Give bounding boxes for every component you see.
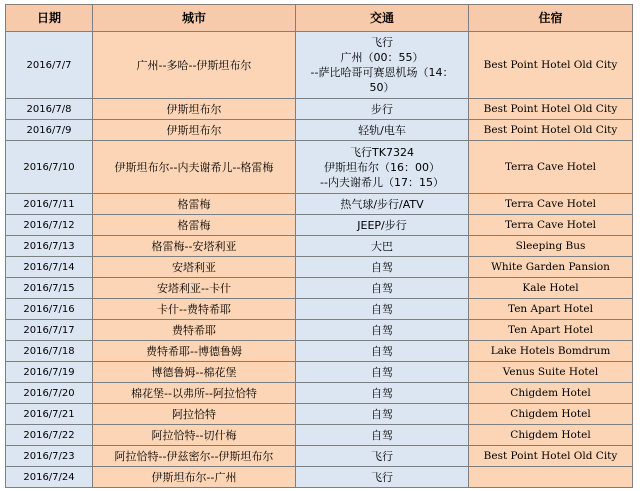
hotel-cell: Best Point Hotel Old City (469, 446, 633, 467)
transport-cell (296, 425, 469, 446)
city-cell: 广州--多哈--伊斯坦布尔 (93, 32, 296, 99)
city-cell: 安塔利亚 (93, 257, 296, 278)
hotel-cell: Lake Hotels Bomdrum (469, 341, 633, 362)
table-row (6, 299, 633, 320)
date-cell: 2016/7/21 (6, 404, 93, 425)
transport-line: 自驾 (371, 428, 393, 442)
transport-line: 自驾 (371, 344, 393, 358)
transport-cell (296, 215, 469, 236)
city-cell: 阿拉恰特--切什梅 (93, 425, 296, 446)
table-row (6, 425, 633, 446)
itinerary-table (5, 4, 633, 488)
city-cell: 伊斯坦布尔 (93, 99, 296, 120)
header-transport: 交通 (296, 5, 469, 32)
transport-line: 大巴 (371, 239, 393, 253)
date-cell: 2016/7/12 (6, 215, 93, 236)
hotel-cell: Ten Apart Hotel (469, 320, 633, 341)
table-row (6, 341, 633, 362)
city-cell: 伊斯坦布尔--内夫谢希儿--格雷梅 (93, 141, 296, 194)
transport-cell (296, 446, 469, 467)
table-row (6, 362, 633, 383)
transport-cell (296, 236, 469, 257)
transport-cell (296, 99, 469, 120)
date-cell: 2016/7/10 (6, 141, 93, 194)
itinerary-body (6, 32, 633, 488)
transport-cell (296, 341, 469, 362)
hotel-cell: Ten Apart Hotel (469, 299, 633, 320)
hotel-cell: Best Point Hotel Old City (469, 32, 633, 99)
transport-cell (296, 467, 469, 488)
table-row (6, 99, 633, 120)
transport-line: 自驾 (371, 281, 393, 295)
date-cell: 2016/7/11 (6, 194, 93, 215)
transport-cell (296, 194, 469, 215)
transport-line: 伊斯坦布尔（16：00） (324, 160, 440, 174)
table-row (6, 120, 633, 141)
transport-cell (296, 141, 469, 194)
table-row (6, 320, 633, 341)
transport-line: 广州（00：55） (340, 51, 424, 64)
date-cell: 2016/7/16 (6, 299, 93, 320)
city-cell: 伊斯坦布尔--广州 (93, 467, 296, 488)
transport-cell (296, 404, 469, 425)
hotel-cell: White Garden Pansion (469, 257, 633, 278)
transport-line: 自驾 (371, 407, 393, 421)
table-row (6, 215, 633, 236)
header-date: 日期 (6, 5, 93, 32)
transport-line: 飞行 (371, 470, 393, 484)
transport-line: --内夫谢希儿（17：15） (320, 175, 444, 189)
transport-cell (296, 320, 469, 341)
date-cell: 2016/7/17 (6, 320, 93, 341)
table-row (6, 194, 633, 215)
date-cell: 2016/7/24 (6, 467, 93, 488)
city-cell: 伊斯坦布尔 (93, 120, 296, 141)
transport-line: 步行 (371, 102, 393, 116)
transport-line: 自驾 (371, 365, 393, 379)
table-row (6, 32, 633, 99)
hotel-cell: Best Point Hotel Old City (469, 99, 633, 120)
city-cell: 费特希耶 (93, 320, 296, 341)
hotel-cell: Terra Cave Hotel (469, 141, 633, 194)
hotel-cell: Venus Suite Hotel (469, 362, 633, 383)
hotel-cell: Best Point Hotel Old City (469, 120, 633, 141)
hotel-cell: Chigdem Hotel (469, 404, 633, 425)
transport-line: 飞行 (371, 449, 393, 463)
hotel-cell: Chigdem Hotel (469, 425, 633, 446)
table-row (6, 446, 633, 467)
city-cell: 费特希耶--博德鲁姆 (93, 341, 296, 362)
transport-line: 50） (369, 81, 395, 94)
transport-line: 飞行 (371, 36, 393, 49)
transport-cell (296, 299, 469, 320)
transport-line: 飞行TK7324 (350, 145, 414, 159)
date-cell: 2016/7/23 (6, 446, 93, 467)
hotel-cell: Kale Hotel (469, 278, 633, 299)
date-cell: 2016/7/14 (6, 257, 93, 278)
hotel-cell: Terra Cave Hotel (469, 215, 633, 236)
city-cell: 卡什--费特希耶 (93, 299, 296, 320)
transport-cell (296, 278, 469, 299)
city-cell: 棉花堡--以弗所--阿拉恰特 (93, 383, 296, 404)
header-hotel: 住宿 (469, 5, 633, 32)
transport-line: 热气球/步行/ATV (340, 197, 424, 211)
transport-line: 自驾 (371, 302, 393, 316)
transport-line: 自驾 (371, 260, 393, 274)
transport-line: 自驾 (371, 323, 393, 337)
city-cell: 博德鲁姆--棉花堡 (93, 362, 296, 383)
transport-cell (296, 120, 469, 141)
header-row (6, 5, 633, 32)
city-cell: 格雷梅 (93, 194, 296, 215)
table-row (6, 404, 633, 425)
hotel-cell: Sleeping Bus (469, 236, 633, 257)
city-cell: 阿拉恰特 (93, 404, 296, 425)
date-cell: 2016/7/9 (6, 120, 93, 141)
city-cell: 格雷梅 (93, 215, 296, 236)
table-row (6, 236, 633, 257)
table-row (6, 467, 633, 488)
transport-line: 轻轨/电车 (358, 123, 406, 137)
date-cell: 2016/7/8 (6, 99, 93, 120)
city-cell: 安塔利亚--卡什 (93, 278, 296, 299)
date-cell: 2016/7/18 (6, 341, 93, 362)
transport-line: JEEP/步行 (357, 218, 407, 232)
date-cell: 2016/7/22 (6, 425, 93, 446)
transport-cell (296, 257, 469, 278)
date-cell: 2016/7/19 (6, 362, 93, 383)
date-cell: 2016/7/13 (6, 236, 93, 257)
table-row (6, 278, 633, 299)
date-cell: 2016/7/7 (6, 32, 93, 99)
header-city: 城市 (93, 5, 296, 32)
city-cell: 格雷梅--安塔利亚 (93, 236, 296, 257)
date-cell: 2016/7/20 (6, 383, 93, 404)
hotel-cell: Chigdem Hotel (469, 383, 633, 404)
transport-cell (296, 362, 469, 383)
transport-cell (296, 32, 469, 99)
date-cell: 2016/7/15 (6, 278, 93, 299)
transport-line: 自驾 (371, 386, 393, 400)
table-row (6, 383, 633, 404)
transport-line: --萨比哈哥可赛恩机场（14： (310, 66, 454, 79)
hotel-cell (469, 467, 633, 488)
city-cell: 阿拉恰特--伊兹密尔--伊斯坦布尔 (93, 446, 296, 467)
table-row (6, 257, 633, 278)
table-row (6, 141, 633, 194)
transport-cell (296, 383, 469, 404)
hotel-cell: Terra Cave Hotel (469, 194, 633, 215)
